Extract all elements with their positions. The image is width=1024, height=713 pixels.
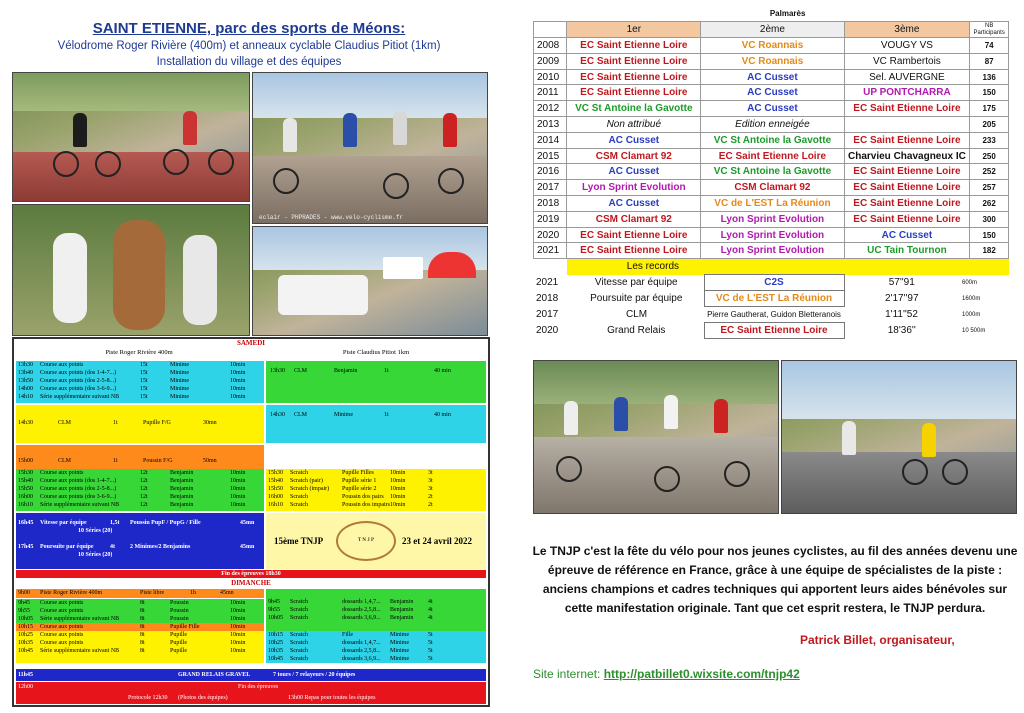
- nb-cell: 233: [970, 132, 1009, 148]
- nb-cell: 87: [970, 53, 1009, 69]
- nb-cell: 205: [970, 117, 1009, 133]
- table-row: 15h30 Scratch Pupille Filles 10min 3t: [268, 470, 433, 476]
- table-row: 15h30 Course aux points 12t Benjamin 10min: [18, 470, 246, 476]
- year-cell: 2009: [534, 53, 567, 69]
- record-row: [533, 307, 1009, 323]
- col-first: 1er: [567, 22, 701, 38]
- clm-pupille-block: 14h30 CLM 1t Pupille F/G 30mn: [16, 405, 264, 443]
- first-cell: CSM Clamart 92: [567, 211, 701, 227]
- palmares-row: [534, 132, 1009, 148]
- first-cell: EC Saint Etienne Loire: [567, 85, 701, 101]
- record-event: Vitesse par équipe: [594, 277, 678, 288]
- third-cell: Charvieu Chavagneux IC: [844, 148, 970, 164]
- record-time: 1'11''52: [885, 309, 918, 320]
- table-row: 10h25 Course aux points 8t Pupille 10min: [18, 632, 246, 638]
- record-year: 2021: [536, 277, 559, 288]
- sat-am-left: [16, 361, 264, 403]
- palmares-row: [534, 243, 1009, 259]
- second-cell: VC St Antoine la Gavotte: [701, 132, 844, 148]
- photo-village: [252, 226, 488, 336]
- nb-cell: 300: [970, 211, 1009, 227]
- event-dates: 23 et 24 avril 2022: [402, 536, 472, 546]
- year-cell: 2015: [534, 148, 567, 164]
- year-cell: 2010: [534, 69, 567, 85]
- minime-right: 14h30 CLM Minime 1t 40 min: [266, 405, 486, 443]
- palmares-row: [534, 69, 1009, 85]
- sun-left-header: 9h00 Piste Roger Rivière 400m Piste libre 1h 45mn: [16, 589, 264, 598]
- second-cell: CSM Clamart 92: [701, 180, 844, 196]
- record-year: 2020: [536, 325, 559, 336]
- third-cell: EC Saint Etienne Loire: [844, 132, 970, 148]
- col-nb-participants: NB Participants: [970, 22, 1009, 38]
- message-line-2: épreuve de référence en France, grâce à une équipe de spécialistes de la piste :: [547, 563, 1003, 577]
- table-row: 10h05 Série supplémentaire suivant NB 8t Poussin 10min: [18, 616, 246, 622]
- records-title-row: [534, 259, 1009, 275]
- event-name: 15ème TNJP: [274, 536, 324, 546]
- palmares-row: [534, 227, 1009, 243]
- site-link[interactable]: http://patbillet0.wixsite.com/tnjp42: [603, 667, 800, 681]
- table-row: 13h30 CLM Benjamin 1t 40 min: [270, 368, 451, 374]
- third-cell: [844, 117, 970, 133]
- first-cell: AC Cusset: [567, 132, 701, 148]
- third-cell: AC Cusset: [844, 227, 970, 243]
- table-row: [534, 6, 1009, 22]
- table-row: 10h25 Scratch dossards 1,4,7... Minime 5t: [268, 640, 433, 646]
- sun-left-pupille: [16, 631, 264, 663]
- record-row: [533, 291, 1009, 307]
- record-event: CLM: [625, 309, 648, 320]
- year-cell: 2013: [534, 117, 567, 133]
- team-events-block: 16h45 Vitesse par équipe 1,5t Poussin PupF / PupG / Fille 45mn 10 Séries (20) 17h45 Poursuite par équipe 4t 2 Minimes/2 Benjamins 45mn 10 Séries (20): [16, 513, 264, 569]
- nb-cell: 136: [970, 69, 1009, 85]
- photo-outdoor-track: [781, 360, 1017, 514]
- photo-riders-velodrome: [12, 72, 250, 202]
- year-cell: 2016: [534, 164, 567, 180]
- record-time: 2'17''97: [884, 293, 919, 304]
- sat-pm-left: [16, 469, 264, 511]
- records-title: Les records: [567, 259, 970, 275]
- table-row: 10h45 Scratch dossards 3,6,9... Minime 5t: [268, 656, 433, 662]
- second-cell: AC Cusset: [701, 69, 844, 85]
- year-cell: 2020: [534, 227, 567, 243]
- first-cell: Non attribué: [567, 117, 701, 133]
- first-cell: EC Saint Etienne Loire: [567, 53, 701, 69]
- nb-cell: 74: [970, 38, 1009, 54]
- second-cell: VC Roannais: [701, 53, 844, 69]
- nb-cell: 150: [970, 227, 1009, 243]
- record-dist: 600m: [962, 279, 978, 286]
- second-cell: VC St Antoine la Gavotte: [701, 164, 844, 180]
- table-row: 14h10 Série supplémentaire suivant NB 15t Minime 10min: [18, 394, 246, 400]
- message-line-3: anciens champions et cadres techniques qui apportent leurs aides bénévoles sur: [542, 582, 1008, 596]
- table-row: 16h10 Série supplémentaire suivant NB 12t Benjamin 10min: [18, 502, 246, 508]
- table-row: 15h40 Scratch (pair) Pupille série 1 10min 3t: [268, 478, 433, 484]
- nb-cell: 150: [970, 85, 1009, 101]
- site-line: [533, 667, 800, 681]
- record-dist: 10 500m: [962, 327, 986, 334]
- second-cell: Lyon Sprint Evolution: [701, 243, 844, 259]
- palmares-row: [534, 196, 1009, 212]
- table-row: 10h45 Série supplémentaire suivant NB 8t Pupille 10min: [18, 648, 246, 654]
- table-row: 9h45 Course aux points 8t Poussin 10min: [18, 600, 246, 606]
- third-cell: UC Tain Tournon: [844, 243, 970, 259]
- schedule-poster: [12, 337, 490, 707]
- message-line-4: cette manifestation originale. Tant que cet esprit restera, le TNJP perdura.: [564, 601, 986, 615]
- table-row: 15h50 Course aux points (dos 2-5-8...) 12t Benjamin 10min: [18, 486, 246, 492]
- first-cell: VC St Antoine la Gavotte: [567, 101, 701, 117]
- second-cell: Lyon Sprint Evolution: [701, 211, 844, 227]
- nb-cell: 262: [970, 196, 1009, 212]
- table-row: 15h50 Scratch (impair) Pupille série 2 10min 3t: [268, 486, 433, 492]
- page-title: SAINT ETIENNE, parc des sports de Méons:: [92, 20, 406, 37]
- nb-cell: 175: [970, 101, 1009, 117]
- palmares-row: [534, 85, 1009, 101]
- year-cell: 2019: [534, 211, 567, 227]
- record-row: [533, 275, 1009, 291]
- record-year: 2017: [536, 309, 559, 320]
- year-cell: 2021: [534, 243, 567, 259]
- palmares-row: [534, 117, 1009, 133]
- nb-cell: 257: [970, 180, 1009, 196]
- palmares-row: [534, 38, 1009, 54]
- record-holder: VC de L'EST La Réunion: [704, 291, 844, 307]
- clm-poussin-block: 15h00 CLM 1t Poussin F/G 50mn: [16, 445, 264, 481]
- sat-am-right: [266, 361, 486, 403]
- col-third: 3ème: [844, 22, 970, 38]
- table-row: 10h15 Course aux points 8t Pupille Fille 10min: [18, 624, 246, 630]
- table-row: 13h30 Course aux points 15t Minime 10min: [18, 362, 246, 368]
- tnjp-logo: T N J P: [336, 521, 396, 561]
- table-row: 9h45 Scratch dossards 1,4,7... Benjamin 4t: [268, 599, 433, 605]
- year-cell: 2008: [534, 38, 567, 54]
- third-cell: EC Saint Etienne Loire: [844, 196, 970, 212]
- year-cell: 2011: [534, 85, 567, 101]
- table-row: 16h00 Course aux points (dos 3-6-9...) 12t Benjamin 10min: [18, 494, 246, 500]
- site-label: Site internet:: [533, 667, 601, 681]
- record-event: Poursuite par équipe: [590, 293, 683, 304]
- nb-cell: 182: [970, 243, 1009, 259]
- table-header-row: [534, 22, 1009, 38]
- second-cell: AC Cusset: [701, 101, 844, 117]
- nb-cell: 250: [970, 148, 1009, 164]
- table-row: 9h55 Course aux points 8t Poussin 10min: [18, 608, 246, 614]
- first-cell: EC Saint Etienne Loire: [567, 38, 701, 54]
- record-time: 18'36'': [887, 325, 916, 336]
- third-cell: VOUGY VS: [844, 38, 970, 54]
- fin-dimanche: 12h00 Fin des épreuves Protocole 12h30 (Photos des équipes) 13h00 Repas pour toutes les équipes: [16, 682, 486, 704]
- third-cell: EC Saint Etienne Loire: [844, 180, 970, 196]
- record-holder: Pierre Gautherat, Guidon Bletteranois: [707, 310, 841, 319]
- sat-pm-right: [266, 469, 486, 511]
- third-cell: VC Rambertois: [844, 53, 970, 69]
- second-cell: VC Roannais: [701, 38, 844, 54]
- record-row: [533, 323, 1009, 339]
- second-cell: VC de L'EST La Réunion: [701, 196, 844, 212]
- table-row: 13h40 Course aux points (dos 1-4-7...) 15t Minime 10min: [18, 370, 246, 376]
- third-cell: EC Saint Etienne Loire: [844, 164, 970, 180]
- event-title-block: [266, 513, 486, 569]
- record-dist: 1600m: [962, 295, 981, 302]
- year-cell: 2018: [534, 196, 567, 212]
- record-holder: EC Saint Etienne Loire: [704, 323, 844, 339]
- record-dist: 1000m: [962, 311, 981, 318]
- year-cell: 2014: [534, 132, 567, 148]
- record-event: Grand Relais: [607, 325, 666, 336]
- nb-cell: 252: [970, 164, 1009, 180]
- watermark: eclair - PHPRADES - www.velo-cyclisme.fr: [259, 214, 404, 221]
- palmares-title: Palmarès: [769, 9, 806, 19]
- venue-line: Vélodrome Roger Rivière (400m) et anneaux cyclable Claudius Pitiot (1km): [57, 40, 441, 52]
- palmares-row: [534, 101, 1009, 117]
- village-line: Installation du village et des équipes: [156, 56, 342, 68]
- samedi-label: SAMEDI: [14, 339, 488, 349]
- palmares-row: [534, 164, 1009, 180]
- second-cell: EC Saint Etienne Loire: [701, 148, 844, 164]
- table-row: 10h35 Scratch dossards 2,5,8... Minime 5t: [268, 648, 433, 654]
- table-row: 9h55 Scratch dossards 2,5,8... Benjamin 4t: [268, 607, 433, 613]
- sun-left-poussin: [16, 599, 264, 623]
- second-cell: Edition enneigée: [701, 117, 844, 133]
- record-holder: C2S: [704, 275, 844, 291]
- third-cell: EC Saint Etienne Loire: [844, 101, 970, 117]
- table-row: 13h50 Course aux points (dos 2-5-8...) 15t Minime 10min: [18, 378, 246, 384]
- palmares-row: [534, 211, 1009, 227]
- table-row: 14h00 Course aux points (dos 3-6-9...) 15t Minime 10min: [18, 386, 246, 392]
- first-cell: EC Saint Etienne Loire: [567, 69, 701, 85]
- sun-right-minime: [266, 631, 486, 663]
- first-cell: CSM Clamart 92: [567, 148, 701, 164]
- table-row: 10h35 Course aux points 8t Pupille 10min: [18, 640, 246, 646]
- record-year: 2018: [536, 293, 559, 304]
- third-cell: UP PONTCHARRA: [844, 85, 970, 101]
- signature: Patrick Billet, organisateur,: [800, 633, 955, 647]
- year-cell: 2017: [534, 180, 567, 196]
- col-second: 2ème: [701, 22, 844, 38]
- right-track-header: Piste Claudius Pitiot 1km: [342, 349, 410, 356]
- table-row: 15h40 Course aux points (dos 1-4-7...) 12t Benjamin 10min: [18, 478, 246, 484]
- left-track-header: Piste Roger Rivière 400m: [105, 349, 173, 356]
- grand-relais: 11h45 GRAND RELAIS GRAVEL 7 tours / 7 relayeurs / 20 équipes: [16, 669, 486, 681]
- photo-peloton: [252, 72, 488, 224]
- first-cell: AC Cusset: [567, 196, 701, 212]
- record-time: 57''91: [888, 277, 915, 288]
- dimanche-label: DIMANCHE: [231, 579, 271, 587]
- palmares-table: [533, 6, 1009, 275]
- palmares-row: [534, 148, 1009, 164]
- first-cell: Lyon Sprint Evolution: [567, 180, 701, 196]
- sun-right-benjamin: [266, 589, 486, 631]
- first-cell: EC Saint Etienne Loire: [567, 243, 701, 259]
- table-row: 10h15 Scratch Fille Minime 5t: [268, 632, 433, 638]
- sun-left-pupille-fille: [16, 623, 264, 631]
- palmares-row: [534, 180, 1009, 196]
- records-table: [533, 274, 1009, 339]
- second-cell: AC Cusset: [701, 85, 844, 101]
- second-cell: Lyon Sprint Evolution: [701, 227, 844, 243]
- table-row: 16h00 Scratch Poussin dos pairs 10min 2t: [268, 494, 433, 500]
- palmares-row: [534, 53, 1009, 69]
- first-cell: EC Saint Etienne Loire: [567, 227, 701, 243]
- table-row: 10h05 Scratch dossards 3,6,9... Benjamin 4t: [268, 615, 433, 621]
- table-row: 16h10 Scratch Poussin dos impairs 10min 2t: [268, 502, 433, 508]
- year-cell: 2012: [534, 101, 567, 117]
- fin-samedi: Fin des épreuves 18h30: [16, 570, 486, 578]
- third-cell: EC Saint Etienne Loire: [844, 211, 970, 227]
- photo-mascot: [12, 204, 250, 336]
- message-line-1: Le TNJP c'est la fête du vélo pour nos jeunes cyclistes, au fil des années devenu une: [532, 544, 1018, 558]
- photo-race-start: [533, 360, 779, 514]
- first-cell: AC Cusset: [567, 164, 701, 180]
- third-cell: Sel. AUVERGNE: [844, 69, 970, 85]
